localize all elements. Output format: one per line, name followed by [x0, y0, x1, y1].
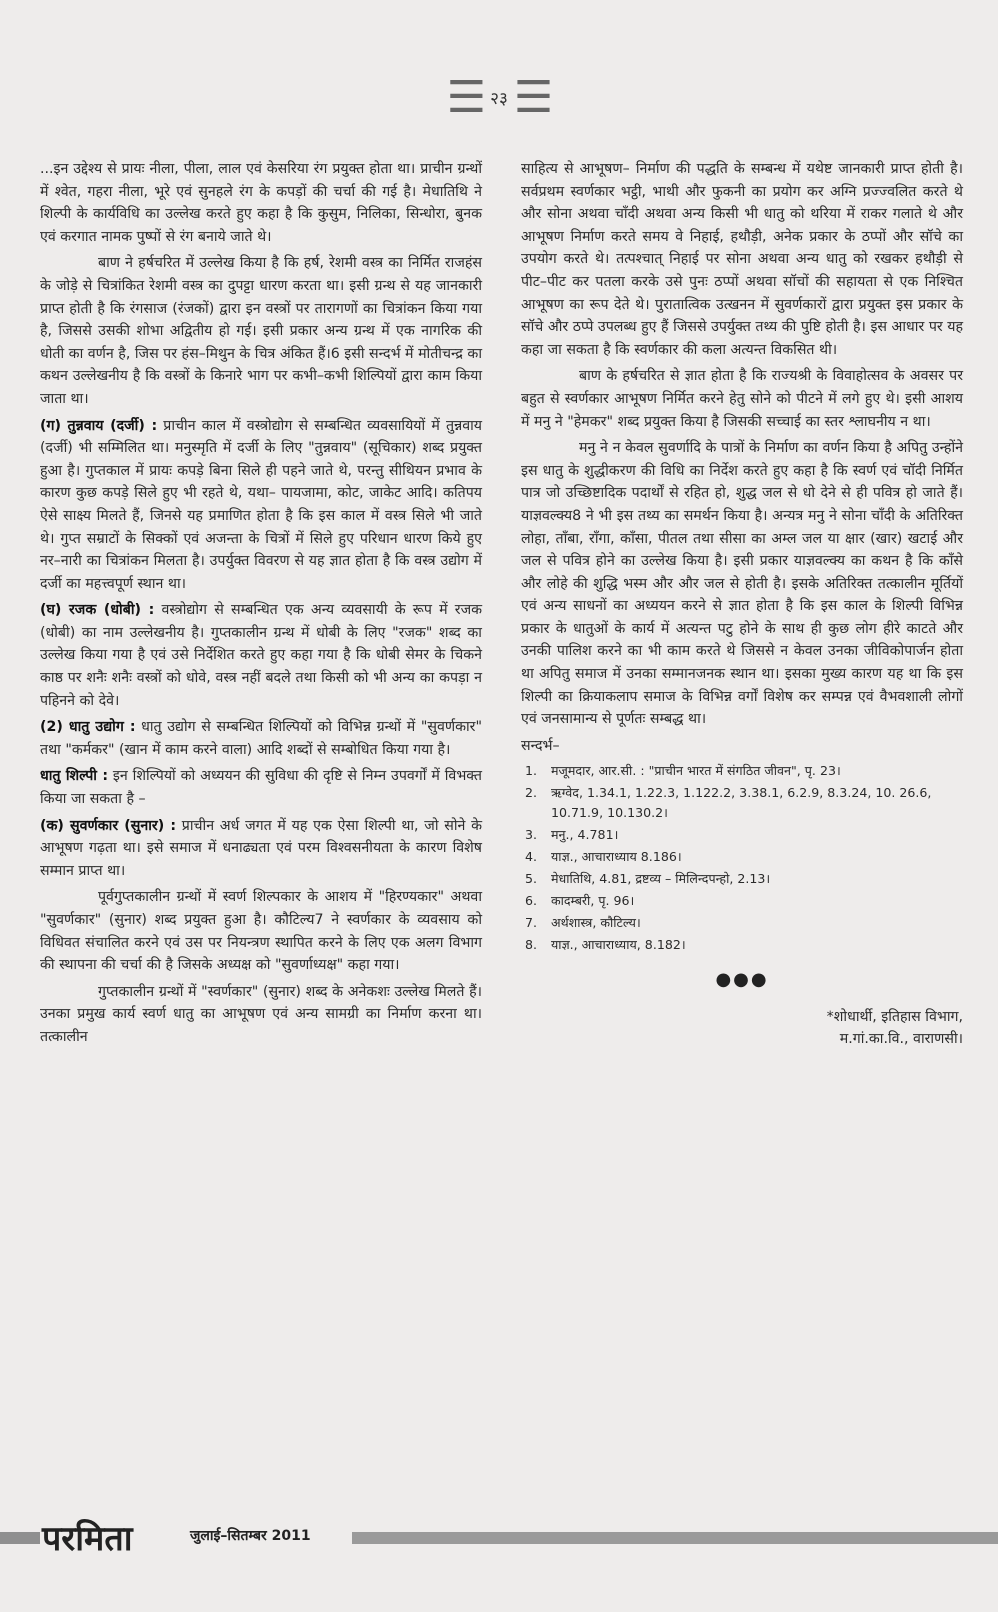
- affiliation-line-2: म.गां.का.वि., वाराणसी।: [839, 1031, 963, 1048]
- left-paragraph-1: ...इन उद्देश्य से प्रायः नीला, पीला, लाल एवं केसरिया रंग प्रयुक्त होता था। प्राचीन ग्रन्थों में श्वेत, गहरा नीला, भूरे एवं सुनहले रंग के कपड़ों की चर्चा की गई है। मेधातिथि ने शिल्पी के कार्यविधि का उल्लेख करते हुए कहा है कि कुसुम, निलिका, सिन्धोरा, बुनक एवं करगात नामक पुष्पों से रंग बनाये जाते थे।: [40, 161, 482, 245]
- reference-number: 3.: [525, 827, 538, 843]
- issue-date: जुलाई–सितम्बर 2011: [190, 1528, 311, 1544]
- footer-band-right: [352, 1532, 998, 1544]
- left-paragraph-5: [40, 716, 482, 761]
- reference-item: [521, 761, 963, 781]
- reference-item: [521, 891, 963, 911]
- reference-item: [521, 847, 963, 867]
- reference-item: [521, 913, 963, 933]
- left-paragraph-7: [40, 815, 482, 883]
- left-paragraph-3: [40, 415, 482, 596]
- right-column: [521, 158, 963, 1050]
- reference-text: ऋग्वेद, 1.34.1, 1.22.3, 1.122.2, 3.38.1, 6.2.9, 8.3.24, 10. 26.6, 10.71.9, 10.130.2।: [551, 785, 932, 821]
- reference-text: अर्थशास्त्र, कौटिल्य।: [551, 915, 641, 931]
- right-paragraph-2: बाण के हर्षचरित से ज्ञात होता है कि राज्यश्री के विवाहोत्सव के अवसर पर बहुत से स्वर्णकार आभूषण निर्मित करने हेतु सोने को पीटने में लगे हुए थे। इसी आशय में मनु ने "हेमकर" शब्द प्रयुक्त किया है जिसकी सच्चाई का स्तर श्लाघनीय न था।: [521, 368, 963, 430]
- reference-number: 5.: [525, 871, 538, 887]
- section-heading-metal-industry: (2) धातु उद्योग :: [40, 719, 136, 736]
- section-heading-tailor: (ग) तुन्नवाय (दर्जी) :: [40, 417, 158, 434]
- reference-number: 6.: [525, 893, 538, 909]
- reference-text: मनु., 4.781।: [551, 827, 619, 843]
- reference-text: याज्ञ., आचाराध्याय 8.186।: [551, 849, 682, 865]
- left-column: [40, 158, 482, 1053]
- metal-industry-text: धातु उद्योग से सम्बन्धित शिल्पियों को विभिन्न ग्रन्थों में "सुवर्णकार" तथा "कर्मकर" (खान में काम करने वाला) आदि शब्दों से सम्बोधित किया गया है।: [40, 719, 482, 758]
- reference-text: मेधातिथि, 4.81, द्रष्टव्य – मिलिन्दपन्हो, 2.13।: [551, 871, 771, 887]
- footer-band-left: [0, 1532, 40, 1544]
- washerman-text: वस्त्रोद्योग से सम्बन्धित एक अन्य व्यवसायी के रूप में रजक (धोबी) का नाम उल्लेखनीय है। गुप्तकालीन ग्रन्थ में धोबी के लिए "रजक" शब्द का उल्लेख किया गया है एवं उसे निर्देशित करते हुए कहा गया है कि धोबी सेमर के चिकने काष्ठ पर शनैः शनैः वस्त्रों को धोवे, वस्त्र नहीं बदले तथा किसी को भी अन्य का कपड़ा न पहिनने को देवे।: [40, 602, 483, 709]
- section-end-dots: ●●●: [715, 969, 769, 991]
- left-paragraph-6: [40, 765, 482, 810]
- reference-number: 8.: [525, 937, 538, 953]
- reference-text: कादम्बरी, पृ. 96।: [551, 893, 635, 909]
- left-paragraph-8: पूर्वगुप्तकालीन ग्रन्थों में स्वर्ण शिल्पकार के आशय में "हिरण्यकार" अथवा "सुवर्णकार" (सुनार) शब्द प्रयुक्त हुआ है। कौटिल्य7 ने स्वर्णकार के व्यवसाय को विधिवत संचालित करने एवं उस पर नियन्त्रण स्थापित करने के लिए एक अलग विभाग की स्थापना की चर्चा की है जिसके अध्यक्ष को "सुवर्णाध्यक्ष" कहा गया।: [40, 889, 482, 974]
- reference-item: [521, 783, 963, 823]
- metal-craftsman-text: इन शिल्पियों को अध्ययन की सुविधा की दृष्टि से निम्न उपवर्गों में विभक्त किया जा सकता है –: [40, 768, 482, 808]
- journal-logo: परमिता: [42, 1519, 133, 1559]
- affiliation-line-1: *शोधार्थी, इतिहास विभाग,: [826, 1009, 963, 1026]
- left-paragraph-9: गुप्तकालीन ग्रन्थों में "स्वर्णकार" (सुनार) शब्द के अनेकशः उल्लेख मिलते हैं। उनका प्रमुख कार्य स्वर्ण धातु का आभूषण एवं अन्य सामग्री का निर्माण करना था। तत्कालीन: [40, 983, 482, 1045]
- left-paragraph-2: बाण ने हर्षचरित में उल्लेख किया है कि हर्ष, रेशमी वस्त्र का निर्मित राजहंस के जोड़े से चित्रांकित रेशमी वस्त्र का दुपट्टा धारण करता था। इसी ग्रन्थ से यह जानकारी प्राप्त होती है कि रंगसाज (रंजकों) द्वारा इन वस्त्रों पर तारागणों का चित्रांकन किया गया है, जिससे उसकी शोभा अद्वितीय हो गई। इसी प्रकार अन्य ग्रन्थ में एक नागरिक की धोती का वर्णन है, जिस पर हंस–मिथुन के चित्र अंकित हैं।6 इसी सन्दर्भ में मोतीचन्द्र का कथन उल्लेखनीय है कि वस्त्रों के किनारे भाग पर कभी–कभी शिल्पियों द्वारा काम किया जाता था।: [40, 255, 482, 407]
- page-footer: [0, 1514, 998, 1558]
- right-bars-ornament: ☰: [513, 72, 552, 123]
- goldsmith-text: प्राचीन अर्ध जगत में यह एक ऐसा शिल्पी था, जो सोने के आभूषण गढ़ता था। इसे समाज में धनाढ्यता एवं परम विश्वसनीयता के कारण विशेष सम्मान प्राप्त था।: [40, 817, 482, 879]
- page-number-header: [0, 72, 998, 123]
- references-list: [521, 761, 963, 955]
- tailor-text: प्राचीन काल में वस्त्रोद्योग से सम्बन्धित व्यवसायियों में तुन्नवाय (दर्जी) भी सम्मिलित था। मनुस्मृति में दर्जी के लिए "तुन्नवाय" (सूचिकार) शब्द प्रयुक्त हुआ है। गुप्तकाल में प्रायः कपड़े बिना सिले ही पहने जाते थे, परन्तु सीथियन प्रभाव के कारण कुछ कपड़े सिले हुए भी रहते थे, यथा– पायजामा, कोट, जाकेट आदि। कतिपय ऐसे साक्ष्य मिलते हैं, जिनसे यह प्रमाणित होता है कि इस काल में वस्त्र सिले भी जाते थे। गुप्त सम्राटों के सिक्कों एवं अजन्ता के चित्रों में सिले हुए परिधान धारण किये हुए नर–नारी का चित्रांकन मिलता है। उपर्युक्त विवरण से यह ज्ञात होता है कि वस्त्र उद्योग में दर्जी का महत्त्वपूर्ण स्थान था।: [40, 417, 482, 592]
- left-bars-ornament: ☰: [446, 72, 485, 123]
- reference-number: 1.: [525, 763, 538, 779]
- reference-number: 7.: [525, 915, 538, 931]
- section-heading-washerman: (घ) रजक (धोबी) :: [40, 602, 155, 619]
- section-heading-metal-craftsman: धातु शिल्पी :: [40, 768, 108, 785]
- right-paragraph-1: साहित्य से आभूषण– निर्माण की पद्धति के सम्बन्ध में यथेष्ट जानकारी प्राप्त होती है। सर्वप्रथम स्वर्णकार भट्ठी, भाथी और फुकनी का प्रयोग कर अग्नि प्रज्ज्वलित करते थे और सोना अथवा चाँदी अथवा अन्य किसी भी धातु को थरिया में राकर गलाते थे और आभूषण निर्माण करते समय वे निहाई, हथौड़ी, अनेक प्रकार के ठप्पों और सॉचे का उपयोग करते थे। तत्पश्चात् निहाई पर सोना अथवा अन्य धातु को रखकर हथौड़ी से पीट–पीट कर पतला करके उसे पुनः ठप्पों अथवा सॉचों की सहायता से एक निश्चित आभूषण का रूप देते थे। पुरातात्विक उत्खनन में सुवर्णकारों द्वारा प्रयुक्त इस प्रकार के सॉचे और ठप्पे उपलब्ध हुए हैं जिससे उपर्युक्त तथ्य की पुष्टि होती है। इस आधार पर यह कहा जा सकता है कि स्वर्णकार की कला अत्यन्त विकसित थी।: [521, 161, 963, 358]
- reference-item: [521, 869, 963, 889]
- reference-text: मजूमदार, आर.सी. : "प्राचीन भारत में संगठित जीवन", पृ. 23।: [551, 763, 841, 779]
- section-heading-goldsmith: (क) सुवर्णकार (सुनार) :: [40, 817, 177, 834]
- left-paragraph-4: [40, 599, 482, 712]
- reference-text: याज्ञ., आचाराध्याय, 8.182।: [551, 937, 686, 953]
- right-paragraph-3: मनु ने न केवल सुवर्णादि के पात्रों के निर्माण का वर्णन किया है अपितु उन्होंने इस धातु के शुद्धीकरण की विधि का निर्देश करते हुए कहा है कि स्वर्ण एवं चॉदी निर्मित पात्र जो उच्छिष्टादिक पदार्थों से रहित हो, शुद्ध जल से धो देने से ही पवित्र हो जाते हैं। याज्ञवल्क्य8 ने भी इस तथ्य का समर्थन किया है। अन्यत्र मनु ने सोना चाँदी के अतिरिक्त लोहा, ताँबा, राँगा, काँसा, पीतल तथा सीसा का अम्ल जल या क्षार (खार) खटाई और जल से पवित्र होने का उल्लेख किया है। इसी प्रकार याज्ञवल्क्य का कथन है कि काँसे और लोहे की शुद्धि भस्म और और जल से होती है। इसके अतिरिक्त तत्कालीन मूर्तियों एवं अन्य साधनों का अध्ययन करने से ज्ञात होता है कि इस काल के शिल्पी विभिन्न प्रकार के धातुओं के कार्य में अत्यन्त पटु होने के साथ ही कुछ लोग हीरे काटते और उनकी पालिश करने का भी काम करते थे जिससे न केवल उनका जीविकोपार्जन होता था अपितु समाज में उनका सम्मानजनक स्थान था। इसका मुख्य कारण यह था कि इस शिल्पी का क्रियाकलाप समाज के विभिन्न वर्गों विशेष कर सम्पन्न एवं वैभवशाली लोगों एवं जनसामान्य से पूर्णतः सम्बद्ध था।: [521, 440, 963, 728]
- references-heading: सन्दर्भ–: [521, 737, 560, 754]
- page-number: २३: [490, 89, 508, 109]
- reference-number: 4.: [525, 849, 538, 865]
- reference-item: [521, 825, 963, 845]
- author-affiliation: [521, 1006, 963, 1050]
- reference-number: 2.: [525, 785, 538, 801]
- reference-item: [521, 935, 963, 955]
